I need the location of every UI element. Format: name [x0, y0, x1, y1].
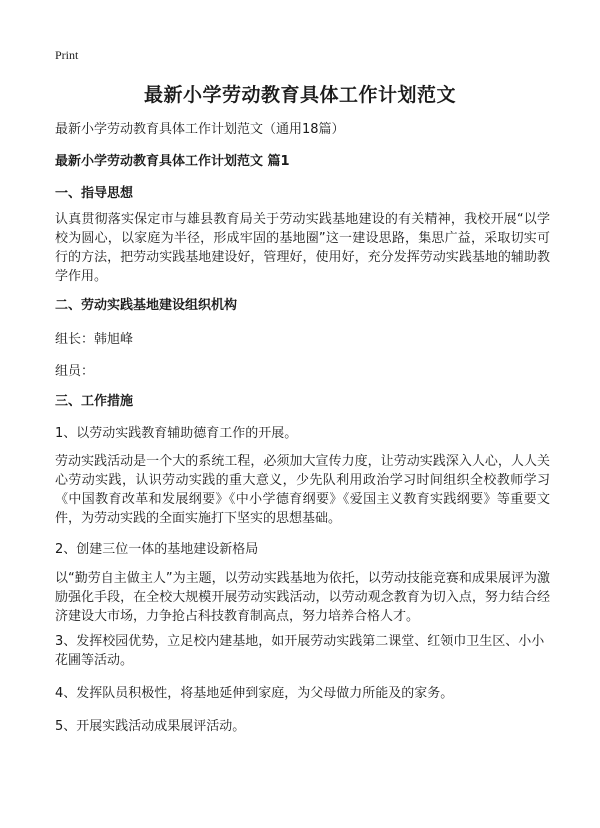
- section-heading-guiding-ideas: 一、指导思想: [55, 186, 134, 201]
- section-heading-organization: 二、劳动实践基地建设组织机构: [55, 298, 238, 313]
- measure-item-2-body: 以“勤劳自主做主人”为主题，以劳动实践基地为依托，以劳动技能竞赛和成果展评为激励强化手段，在全校大规模开展劳动实践活动，以劳动观念教育为切入点，努力结合经济建设大市场，力争抢占科技教育制高点，努力培养合格人才。: [55, 571, 550, 624]
- measure-item-2: 2、创建三位一体的基地建设新格局: [55, 542, 259, 557]
- document-title: 最新小学劳动教育具体工作计划范文: [143, 84, 456, 106]
- measure-item-4: 4、发挥队员积极性，将基地延伸到家庭，为父母做力所能及的家务。: [55, 686, 454, 701]
- group-members: 组员：: [55, 364, 95, 379]
- measure-item-5: 5、开展实践活动成果展评活动。: [55, 719, 246, 734]
- measure-item-3: 3、发挥校园优势，立足校内建基地，如开展劳动实践第二课堂、红领巾卫生区、小小花圃等活动。: [55, 634, 545, 668]
- article-heading: 最新小学劳动教育具体工作计划范文 篇1: [55, 154, 290, 169]
- section-heading-measures: 三、工作措施: [55, 394, 134, 409]
- section-body-guiding-ideas: 认真贯彻落实保定市与雄县教育局关于劳动实践基地建设的有关精神，我校开展“以学校为圆心，以家庭为半径，形成牢固的基地圈”这一建设思路，集思广益，采取切实可行的方法，把劳动实践基地建设好，管理好，使用好，充分发挥劳动实践基地的辅助教学作用。: [55, 212, 550, 284]
- group-leader: 组长：韩旭峰: [55, 332, 134, 347]
- measure-item-1: 1、以劳动实践教育辅助德育工作的开展。: [55, 426, 298, 441]
- document-subtitle: 最新小学劳动教育具体工作计划范文（通用18篇）: [55, 122, 345, 137]
- print-label: Print: [55, 48, 79, 62]
- measure-item-1-body: 劳动实践活动是一个大的系统工程，必须加大宣传力度，让劳动实践深入人心，人人关心劳动实践，认识劳动实践的重大意义，少先队利用政治学习时间组织全校教师学习《中国教育改革和发展纲要》《中小学德育纲要》《爱国主义教育实践纲要》等重要文件，为劳动实践的全面实施打下坚实的思想基础。: [55, 454, 550, 526]
